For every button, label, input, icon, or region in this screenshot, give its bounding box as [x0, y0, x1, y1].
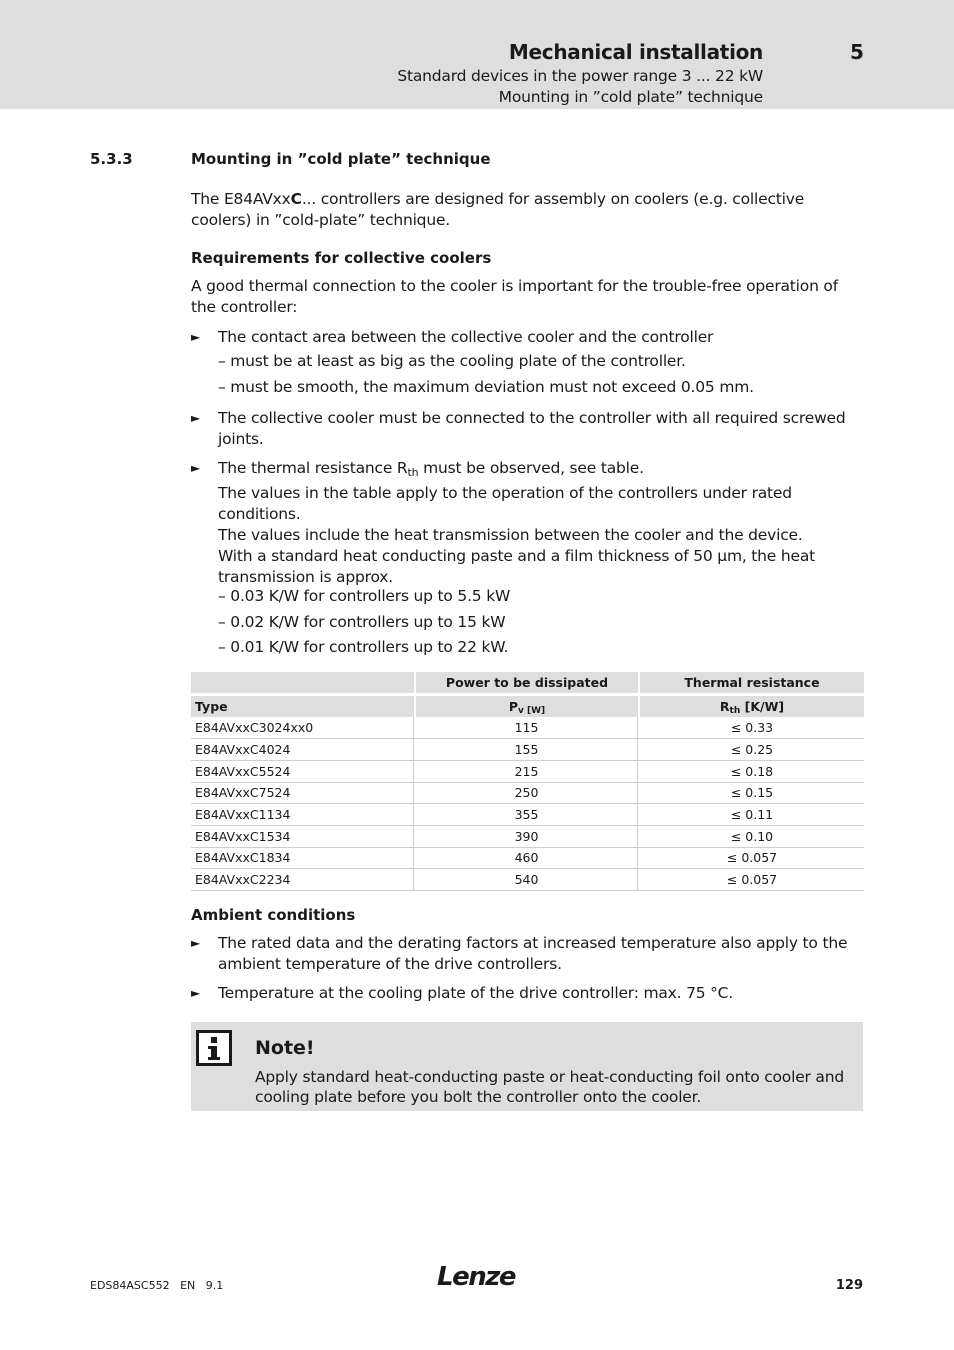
header-pv-main: P — [508, 699, 518, 714]
cell-power: 115 — [416, 717, 638, 738]
cell-type: E84AVxxC5524 — [191, 761, 414, 782]
bullet-line: The values include the heat transmission between the cooler and the device. — [218, 526, 803, 544]
table-row — [191, 804, 864, 826]
bullet-text: Temperature at the cooling plate of the drive controller: max. 75 °C. — [218, 984, 734, 1002]
header-rth — [640, 696, 864, 717]
header-rth-sub: th — [729, 706, 741, 716]
cell-rth: ≤ 0.18 — [730, 764, 774, 779]
cell-power: 155 — [416, 739, 638, 760]
cell-rth: ≤ 0.057 — [726, 872, 778, 887]
note-box — [191, 1022, 863, 1111]
dash-item: – 0.03 K/W for controllers up to 5.5 kW — [218, 587, 511, 605]
intro-bold: C — [290, 190, 302, 208]
cell-rth: ≤ 0.11 — [730, 807, 774, 822]
section-number: 5.3.3 — [90, 150, 133, 168]
ambient-heading: Ambient conditions — [191, 906, 356, 924]
bullet-text-post: must be observed, see table. — [418, 459, 644, 477]
table-group-header — [191, 672, 864, 693]
header-pv-sub: v [W] — [518, 706, 546, 716]
info-icon — [196, 1030, 232, 1066]
cell-power: 460 — [416, 847, 638, 868]
bullet-arrow-icon: ► — [191, 461, 201, 475]
cell-power: 540 — [416, 869, 638, 890]
cell-type: E84AVxxC1534 — [191, 826, 414, 847]
cell-type: E84AVxxC2234 — [191, 869, 414, 890]
rth-subscript: th — [407, 466, 419, 479]
cell-type: E84AVxxC1134 — [191, 804, 414, 825]
chapter-number: 5 — [850, 40, 864, 64]
note-text: Apply standard heat-conducting paste or heat-conducting foil onto cooler and cooling plate before you bolt the controller onto the cooler. — [255, 1068, 844, 1106]
bullet-line: With a standard heat conducting paste and a film thickness of 50 μm, the heat transmission is approx. — [218, 547, 816, 586]
cell-type: E84AVxxC7524 — [191, 782, 414, 803]
document-id: EDS84ASC552 EN 9.1 — [90, 1279, 224, 1292]
section-title: Mounting in ”cold plate” technique — [191, 150, 491, 168]
table-row — [191, 782, 864, 804]
header-type: Type — [191, 696, 414, 717]
intro-prefix: The E84AVxx — [191, 190, 291, 208]
header-power-dissipated: Power to be dissipated — [416, 672, 638, 693]
table-row — [191, 761, 864, 783]
table-row — [191, 847, 864, 869]
bullet-arrow-icon: ► — [191, 986, 201, 1000]
table-row — [191, 826, 864, 848]
dash-item: – 0.02 K/W for controllers up to 15 kW — [218, 613, 506, 631]
intro-paragraph — [191, 189, 866, 231]
cell-rth: ≤ 0.15 — [730, 785, 774, 800]
table-row — [191, 717, 864, 739]
cell-power: 215 — [416, 761, 638, 782]
chapter-subtitle-1: Standard devices in the power range 3 ... 22 kW — [397, 67, 763, 85]
bullet-line: The values in the table apply to the operation of the controllers under rated conditions. — [218, 484, 792, 523]
note-title: Note! — [255, 1037, 315, 1059]
bullet-arrow-icon: ► — [191, 330, 201, 344]
cell-power: 355 — [416, 804, 638, 825]
requirements-text: A good thermal connection to the cooler is important for the trouble-free operation of the controller: — [191, 277, 838, 316]
bullet-text — [218, 458, 866, 588]
requirements-heading: Requirements for collective coolers — [191, 249, 492, 267]
bullet-text-pre: The thermal resistance R — [218, 459, 408, 477]
cell-rth: ≤ 0.10 — [730, 829, 774, 844]
cell-type: E84AVxxC1834 — [191, 847, 414, 868]
dash-item: – must be smooth, the maximum deviation must not exceed 0.05 mm. — [218, 378, 754, 396]
lenze-logo: Lenze — [437, 1262, 515, 1292]
bullet-arrow-icon: ► — [191, 411, 201, 425]
cell-rth: ≤ 0.25 — [730, 742, 774, 757]
header-thermal-resistance: Thermal resistance — [640, 672, 864, 693]
bullet-arrow-icon: ► — [191, 936, 201, 950]
table-header-blank — [191, 672, 414, 693]
page-number: 129 — [835, 1278, 863, 1293]
chapter-subtitle-2: Mounting in ”cold plate” technique — [498, 88, 763, 106]
chapter-title: Mechanical installation — [508, 40, 763, 64]
dash-item: – 0.01 K/W for controllers up to 22 kW. — [218, 638, 509, 656]
cell-rth: ≤ 0.33 — [730, 720, 774, 735]
cell-type: E84AVxxC3024xx0 — [191, 717, 414, 738]
bullet-text: The collective cooler must be connected to the controller with all required screwed joints. — [218, 409, 846, 448]
header-rth-unit: [K/W] — [740, 699, 785, 714]
cell-rth: ≤ 0.057 — [726, 850, 778, 865]
table-column-header — [191, 696, 864, 717]
cell-power: 390 — [416, 826, 638, 847]
bullet-text: The rated data and the derating factors at increased temperature also apply to the ambient temperature of the drive controllers. — [218, 934, 848, 973]
table-row — [191, 739, 864, 761]
page-header — [0, 0, 954, 109]
bullet-text: The contact area between the collective cooler and the controller — [218, 328, 714, 346]
cell-power: 250 — [416, 782, 638, 803]
header-rth-main: R — [719, 699, 730, 714]
intro-rest: ... controllers are designed for assembly on coolers (e.g. collective coolers) in ”cold-plate” technique. — [191, 190, 805, 229]
dash-item: – must be at least as big as the cooling plate of the controller. — [218, 352, 686, 370]
table-row — [191, 869, 864, 891]
cell-type: E84AVxxC4024 — [191, 739, 414, 760]
header-pv — [416, 696, 638, 717]
